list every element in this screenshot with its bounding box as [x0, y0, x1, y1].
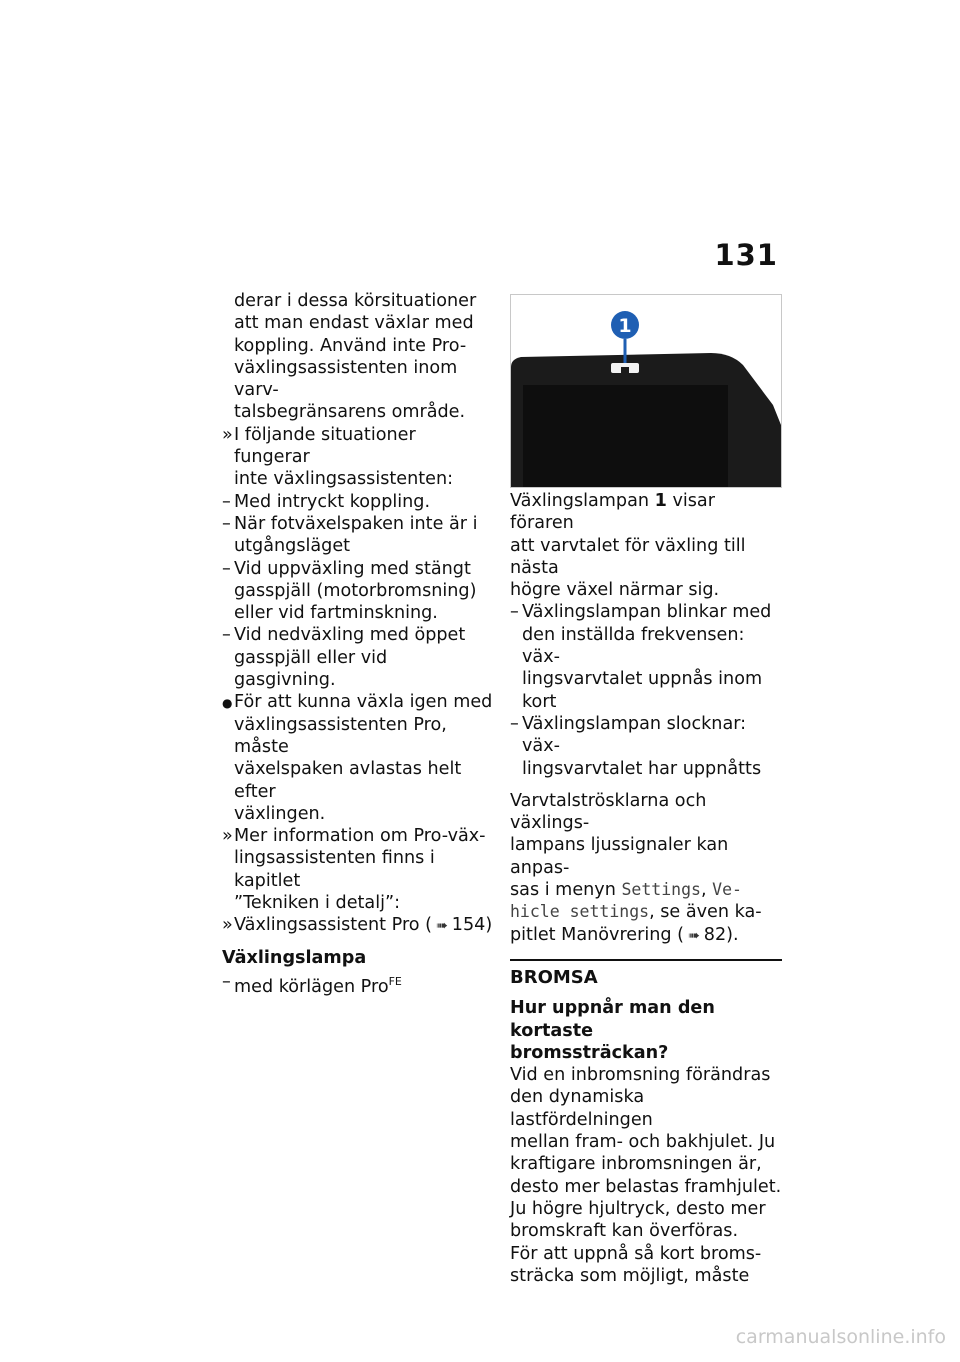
- body-line: bromskraft kan överföras.: [510, 1221, 739, 1242]
- dash-line: utgångsläget: [234, 536, 351, 557]
- dash-bullet-icon: –: [510, 602, 519, 623]
- page-reference-arrow-icon: ➠: [688, 927, 700, 944]
- cross-reference[interactable]: [510, 924, 782, 947]
- menu-name-vehicle-settings: Ve-: [712, 880, 742, 900]
- caption-text: visar föraren: [510, 491, 715, 534]
- dash-bullet-icon: –: [222, 491, 231, 512]
- bullet-line: I följande situationer fungerar: [234, 424, 416, 468]
- dash-item: [510, 601, 782, 712]
- mode-item: [222, 971, 494, 998]
- body-line: mellan fram- och bakhjulet. Ju: [510, 1132, 776, 1153]
- separator: ,: [700, 880, 713, 901]
- body-line: sträcka som möjligt, måste: [510, 1265, 750, 1286]
- bullet-line: inte växlingsassistenten:: [234, 469, 454, 490]
- chevron-bullet-icon: »: [222, 826, 233, 847]
- page-reference-arrow-icon: ➠: [436, 918, 448, 935]
- bullet-item: [222, 424, 494, 491]
- dash-line: den inställda frekvensen: väx-: [522, 624, 745, 668]
- dash-line: gasspjäll (motorbromsning): [234, 580, 477, 601]
- dash-bullet-icon: –: [222, 625, 231, 646]
- dash-line: Vid nedväxling med öppet: [234, 625, 466, 646]
- spacer: [510, 780, 782, 790]
- dash-bullet-icon: –: [222, 513, 231, 534]
- shift-light-figure: [510, 294, 782, 488]
- section-heading: BROMSA: [510, 959, 782, 989]
- page-number: 131: [714, 238, 778, 272]
- body-line: kraftigare inbromsningen är,: [510, 1154, 762, 1175]
- body-text: [510, 1064, 782, 1287]
- intro-line: växlingsassistenten inom varv-: [234, 357, 458, 401]
- dash-item: [510, 713, 782, 780]
- intro-line: koppling. Använd inte Pro-: [234, 335, 467, 356]
- paragraph-text: , se även ka-: [649, 902, 762, 923]
- display-screen: [523, 385, 728, 487]
- bullet-line: Mer information om Pro-väx-: [234, 826, 486, 847]
- dot-line: För att kunna växla igen med: [234, 692, 493, 713]
- dash-bullet-icon: –: [222, 971, 231, 992]
- body-line: desto mer belastas framhjulet.: [510, 1176, 782, 1197]
- caption-text: Växlingslampan: [510, 491, 655, 511]
- menu-path-line: [510, 901, 782, 923]
- right-column: [510, 490, 782, 1287]
- body-line: Ju högre hjultryck, desto mer: [510, 1198, 766, 1219]
- body-line: den dynamiska lastfördelningen: [510, 1087, 653, 1130]
- dashboard-display-illustration: [511, 295, 781, 487]
- bullet-line: ”Tekniken i detalj”:: [234, 893, 401, 914]
- menu-name-vehicle-settings: hicle settings: [510, 902, 650, 922]
- body-line: Vid en inbromsning förändras: [510, 1065, 771, 1086]
- dash-line: kort: [522, 691, 557, 712]
- left-column: [222, 290, 494, 998]
- bullet-item: [222, 914, 494, 937]
- dot-line: växlingsassistenten Pro, måste: [234, 714, 447, 757]
- menu-name-settings: Settings: [621, 880, 701, 900]
- caption-line: högre växel närmar sig.: [510, 580, 720, 601]
- paragraph-text: sas i menyn: [510, 880, 622, 901]
- dash-item: [222, 491, 494, 513]
- mode-superscript: FE: [388, 974, 402, 988]
- intro-line: talsbegränsarens område.: [234, 402, 466, 423]
- sub-heading: Växlingslampa: [222, 947, 367, 968]
- dot-bullet-icon: ●: [222, 696, 233, 711]
- chevron-bullet-icon: »: [222, 424, 233, 445]
- dash-line: När fotväxelspaken inte är i: [234, 513, 478, 534]
- intro-line: derar i dessa körsituationer: [234, 291, 477, 311]
- dash-item: [222, 624, 494, 691]
- question-line: Hur uppnår man den kortaste: [510, 998, 715, 1041]
- dot-line: växlingen.: [234, 803, 326, 824]
- callout-number: 1: [618, 315, 632, 337]
- dash-line: lingsvarvtalet uppnås inom: [522, 669, 763, 690]
- dash-line: Vid uppväxling med stängt: [234, 558, 471, 579]
- caption: [510, 490, 782, 535]
- reference-text: Växlingsassistent Pro (: [234, 915, 433, 936]
- mode-text: med körlägen Pro: [234, 976, 389, 997]
- dash-item: [222, 513, 494, 558]
- paragraph-line: Varvtalströsklarna och växlings-: [510, 790, 707, 834]
- dash-line: Med intryckt koppling.: [234, 491, 431, 512]
- menu-path-line: [510, 879, 782, 901]
- dash-line: Växlingslampan blinkar med: [522, 602, 772, 623]
- cross-reference[interactable]: [234, 914, 494, 937]
- reference-text: pitlet Manövrering (: [510, 924, 685, 945]
- dot-line: växelspaken avlastas helt efter: [234, 759, 462, 802]
- shift-light-notch: [621, 367, 629, 373]
- dash-bullet-icon: –: [222, 558, 231, 579]
- dash-line: Växlingslampan slocknar: väx-: [522, 713, 747, 757]
- paragraph-line: lampans ljussignaler kan anpas-: [510, 835, 729, 878]
- caption-callout-ref: 1: [654, 491, 667, 511]
- reference-page: 82).: [703, 924, 739, 945]
- dot-item: [222, 691, 494, 825]
- dash-line: lingsvarvtalet har uppnåtts: [522, 758, 762, 779]
- dash-line: eller vid fartminskning.: [234, 603, 438, 624]
- reference-page: 154): [451, 915, 493, 936]
- watermark-url[interactable]: carmanualsonline.info: [735, 1326, 946, 1348]
- dash-bullet-icon: –: [510, 713, 519, 734]
- dash-item: [222, 558, 494, 625]
- body-line: För att uppnå så kort broms-: [510, 1243, 762, 1264]
- bullet-item: [222, 825, 494, 914]
- chevron-bullet-icon: »: [222, 915, 233, 936]
- dash-line: gasspjäll eller vid gasgivning.: [234, 647, 388, 691]
- question-heading: [510, 997, 782, 1064]
- question-line: bromssträckan?: [510, 1042, 669, 1063]
- bullet-line: lingsassistenten finns i kapitlet: [234, 848, 435, 891]
- caption-line: att varvtalet för växling till nästa: [510, 535, 746, 578]
- intro-line: att man endast växlar med: [234, 313, 474, 334]
